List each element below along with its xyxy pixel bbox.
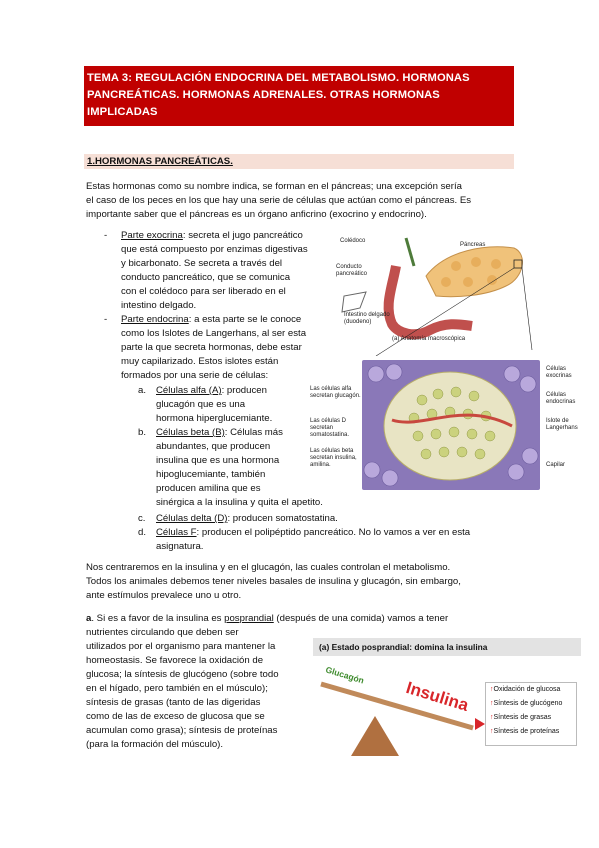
paragraph-line: utilizados por el organismo para mantener la — [86, 641, 276, 652]
fig-label: Células exocrinas — [546, 366, 572, 379]
document-title: TEMA 3: REGULACIÓN ENDOCRINA DEL METABOLISMO. HORMONAS PANCREÁTICAS. HORMONAS ADRENALES. OTRAS HORMONAS IMPLICADAS — [87, 72, 470, 118]
fig-label: Intestino delgado (duodeno) — [344, 312, 390, 325]
fig-caption: (a) Anatomía macroscópica — [392, 336, 466, 342]
cell-line: abundantes, que producen — [156, 441, 271, 452]
list-marker: b. — [138, 427, 147, 438]
insulina-label: Insulina — [403, 678, 471, 715]
effects-box — [485, 682, 577, 746]
exocrine-item — [121, 229, 336, 313]
glucagon-label: Glucagón — [324, 664, 366, 686]
paragraph-line: nutrientes circulando que deben ser — [86, 627, 239, 638]
intro-line: Estas hormonas como su nombre indica, se forman en el páncreas; una excepción sería — [86, 181, 462, 192]
fig-label: Conducto pancreático — [336, 264, 368, 277]
paragraph-text: . Si es a favor de la insulina es — [91, 613, 225, 624]
cell-line: hipoglucemiante, también — [156, 469, 266, 480]
arrow-up-icon: ↑ — [490, 686, 494, 693]
cell-line: insulina que es una hormona — [156, 455, 280, 466]
section-header — [84, 154, 514, 169]
figure-header-text: (a) Estado posprandial: domina la insulina — [319, 642, 488, 652]
paragraph-text: (después de una comida) vamos a tener — [273, 613, 449, 624]
paragraph-3 — [86, 612, 516, 626]
paragraph-line: glucosa; la síntesis de glucógeno (sobre todo — [86, 669, 279, 680]
paragraph-line: Nos centraremos en la insulina y en el glucagón, las cuales controlan el metabolismo. — [86, 562, 451, 573]
paragraph-line: ante estímulos prevalece uno u otro. — [86, 590, 242, 601]
posprandial-figure — [313, 638, 581, 762]
fig-label: Páncreas — [460, 242, 486, 248]
paragraph-marker: a — [86, 613, 92, 624]
list-marker: c. — [138, 513, 146, 524]
intro-line: importante saber que el páncreas es un órgano anficrino (exocrino y endocrino). — [86, 209, 427, 220]
islet-tissue — [362, 360, 540, 490]
exocrine-line: que está compuesto por enzimas digestivas — [121, 244, 308, 255]
effect-item: ↑Oxidación de glucosa — [490, 686, 561, 693]
pancreas-anatomy-figure — [336, 226, 536, 356]
posprandial-term: posprandial — [224, 613, 274, 624]
cell-line: asignatura. — [156, 541, 204, 552]
intro-line: el caso de los peces en los que hay una serie de células que actúan como el páncreas. Es — [86, 195, 472, 206]
bullet-dash: - — [104, 314, 108, 325]
paragraph-3-body — [86, 626, 311, 752]
cell-alpha-term: Células alfa (A) — [156, 385, 222, 396]
endocrine-item — [121, 313, 336, 383]
paragraph-line: como de las de exceso de glucosa que se — [86, 711, 265, 722]
cell-line: glucagón que es una — [156, 399, 246, 410]
endocrine-line: parte la que secreta hormonas, debe estar — [121, 342, 302, 353]
endocrine-line: como los Islotes de Langerhans, al ser esta — [121, 328, 307, 339]
cell-line: : producen — [221, 385, 267, 396]
fig-label: Las células alfa secretan glucagón. — [310, 386, 361, 399]
islet-illustration — [362, 360, 540, 490]
list-marker: a. — [138, 385, 147, 396]
paragraph-line: Todos los animales debemos tener niveles basales de insulina y glucagón, sin embargo, — [86, 576, 461, 587]
exocrine-line: y bicarbonato. Se secreta a través del — [121, 258, 283, 269]
arrow-up-icon: ↑ — [490, 728, 494, 735]
cell-f-item — [156, 526, 516, 554]
exocrine-line: intestino delgado. — [121, 300, 197, 311]
paragraph-line: homeostasis. Se favorece la oxidación de — [86, 655, 264, 666]
islet-figure — [310, 360, 580, 490]
arrow-up-icon: ↑ — [490, 700, 494, 707]
title-banner — [84, 66, 514, 126]
exocrine-line: con el colédoco para ser liberado en el — [121, 286, 286, 297]
cell-line: producen amilina que es — [156, 483, 261, 494]
endocrine-line: : a esta parte se le conoce — [188, 314, 302, 325]
exocrine-term: Parte exocrina — [121, 230, 183, 241]
effect-item: ↑Síntesis de glucógeno — [490, 700, 563, 707]
cell-line: sinérgica a la insulina y quita el apetito. — [156, 497, 323, 508]
list-marker: d. — [138, 527, 147, 538]
fig-label: Las células beta secretan insulina, amilina. — [310, 448, 357, 468]
cell-line: : Células más — [224, 427, 283, 438]
cell-f-term: Células F — [156, 527, 197, 538]
endocrine-line: formados por una serie de células: — [121, 370, 269, 381]
fig-label: Las células D secretan somatostatina. — [310, 418, 350, 438]
exocrine-line: conducto pancreático, que se comunica — [121, 272, 291, 283]
paragraph-line: en el hígado, pero también en el músculo); — [86, 683, 268, 694]
cell-delta-item — [156, 512, 456, 526]
paragraph-line: síntesis de grasas (tanto de las digeridas — [86, 697, 261, 708]
endocrine-line: muy capilarizado. Estos islotes están — [121, 356, 279, 367]
cell-line: hormona hiperglucemiante. — [156, 413, 273, 424]
cell-alpha-item — [156, 384, 316, 426]
bullet-dash: - — [104, 230, 108, 241]
cell-delta-term: Células delta (D) — [156, 513, 228, 524]
section-title: 1.HORMONAS PANCREÁTICAS. — [87, 156, 233, 167]
figure-header — [313, 638, 581, 656]
cell-line: : producen el polipéptido pancreático. No lo vamos a ver en esta — [196, 527, 471, 538]
paragraph-line: acumulan como grasa); síntesis de proteínas — [86, 725, 278, 736]
fig-label: Células endocrinas — [546, 392, 576, 405]
fig-label: Colédoco — [340, 238, 366, 244]
cell-line: : producen somatostatina. — [227, 513, 338, 524]
intro-paragraph — [86, 180, 514, 222]
cell-beta-term: Células beta (B) — [156, 427, 225, 438]
exocrine-line: : secreta el jugo pancreático — [182, 230, 303, 241]
effect-item: ↑Síntesis de proteínas — [490, 728, 560, 735]
fig-label: Islote de Langerhans — [546, 418, 578, 431]
endocrine-term: Parte endocrina — [121, 314, 189, 325]
arrow-up-icon: ↑ — [490, 714, 494, 721]
fig-label: Capilar — [546, 462, 566, 468]
paragraph-2 — [86, 561, 514, 603]
effect-item: ↑Síntesis de grasas — [490, 714, 552, 721]
paragraph-line: (para la formación del músculo). — [86, 739, 224, 750]
